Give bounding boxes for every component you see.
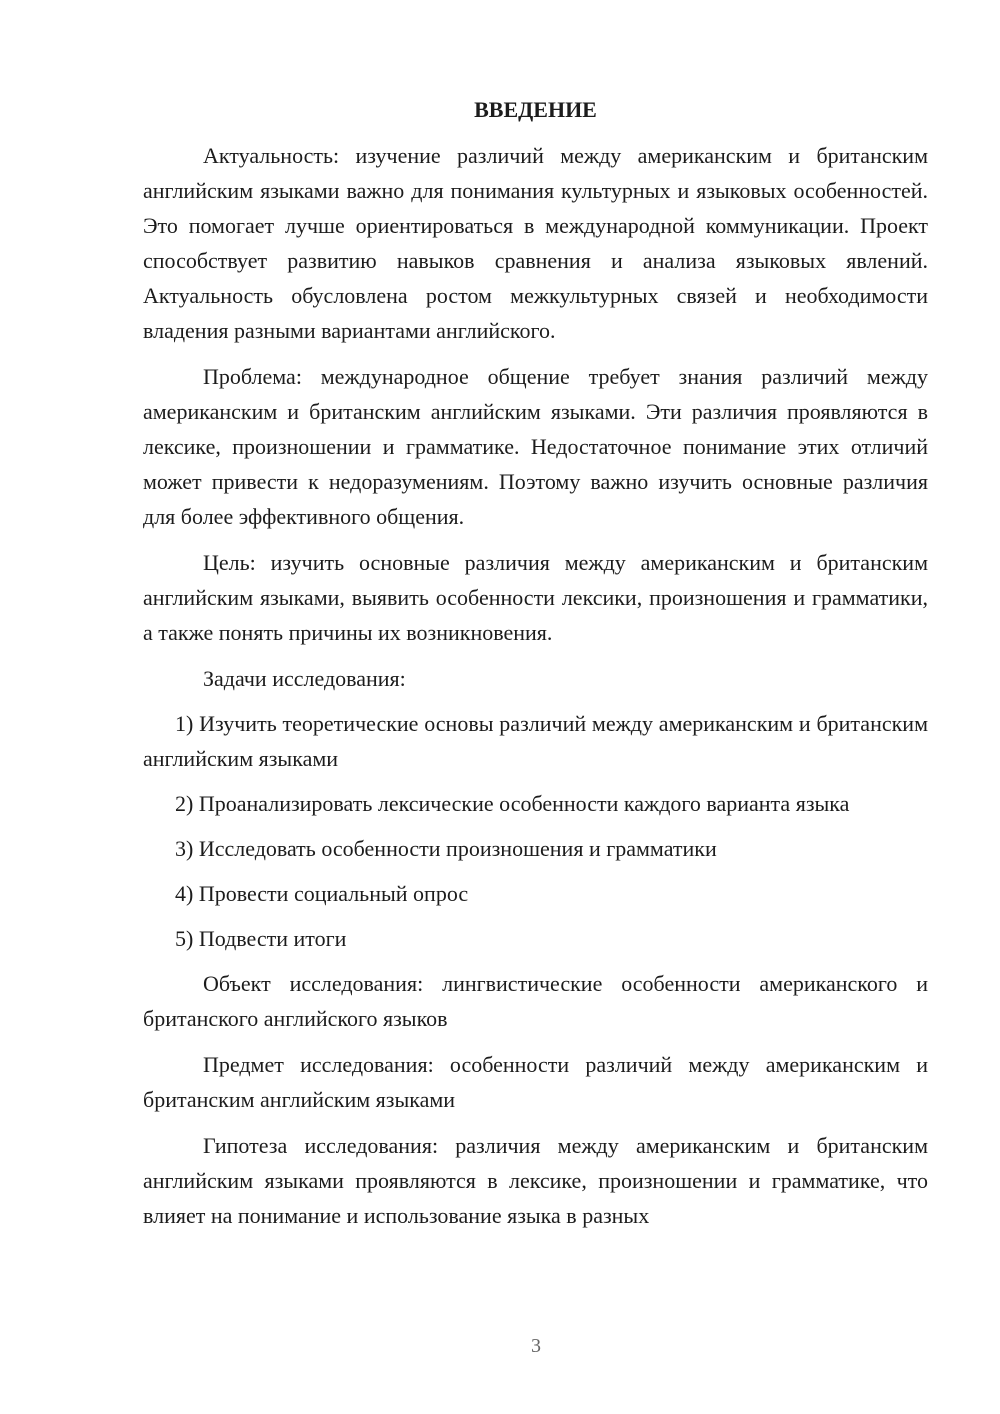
page-content [143,90,928,1244]
problem-paragraph: Проблема: международное общение требует знания различий между американским и британским английским языками. Эти различия проявляются в лексике, произношении и грамматике. Недостаточное понимание этих отличий может привести к недоразумениям. Поэтому важно изучить основные различия для более эффективного общения. [143,364,928,529]
hypothesis-paragraph: Гипотеза исследования: различия между американским и британским английским языками проявляются в лексике, произношении и грамматике, что влияет на понимание и использование языка в разных [143,1133,928,1228]
task-item: 3) Исследовать особенности произношения и грамматики [175,836,717,861]
tasks-title: Задачи исследования: [203,666,406,691]
page-number: 3 [531,1335,541,1357]
section-heading: ВВЕДЕНИЕ [474,97,597,122]
task-item: 4) Провести социальный опрос [175,881,469,906]
task-item: 5) Подвести итоги [175,926,347,951]
task-item: 1) Изучить теоретические основы различий между американским и британским английским языками [143,711,928,771]
goal-paragraph: Цель: изучить основные различия между американским и британским английским языками, выявить особенности лексики, произношения и грамматики, а также понять причины их возникновения. [143,550,928,645]
task-item: 2) Проанализировать лексические особенности каждого варианта языка [175,791,850,816]
object-paragraph: Объект исследования: лингвистические особенности американского и британского английского языков [143,971,928,1031]
relevance-paragraph: Актуальность: изучение различий между американским и британским английским языками важно для понимания культурных и языковых особенностей. Это помогает лучше ориентироваться в международной коммуникации. Проект способствует развитию навыков сравнения и анализа языковых явлений. Актуальность обусловлена ростом межкультурных связей и необходимости владения разными вариантами английского. [143,143,928,343]
subject-paragraph: Предмет исследования: особенности различий между американским и британским английским языками [143,1052,928,1112]
